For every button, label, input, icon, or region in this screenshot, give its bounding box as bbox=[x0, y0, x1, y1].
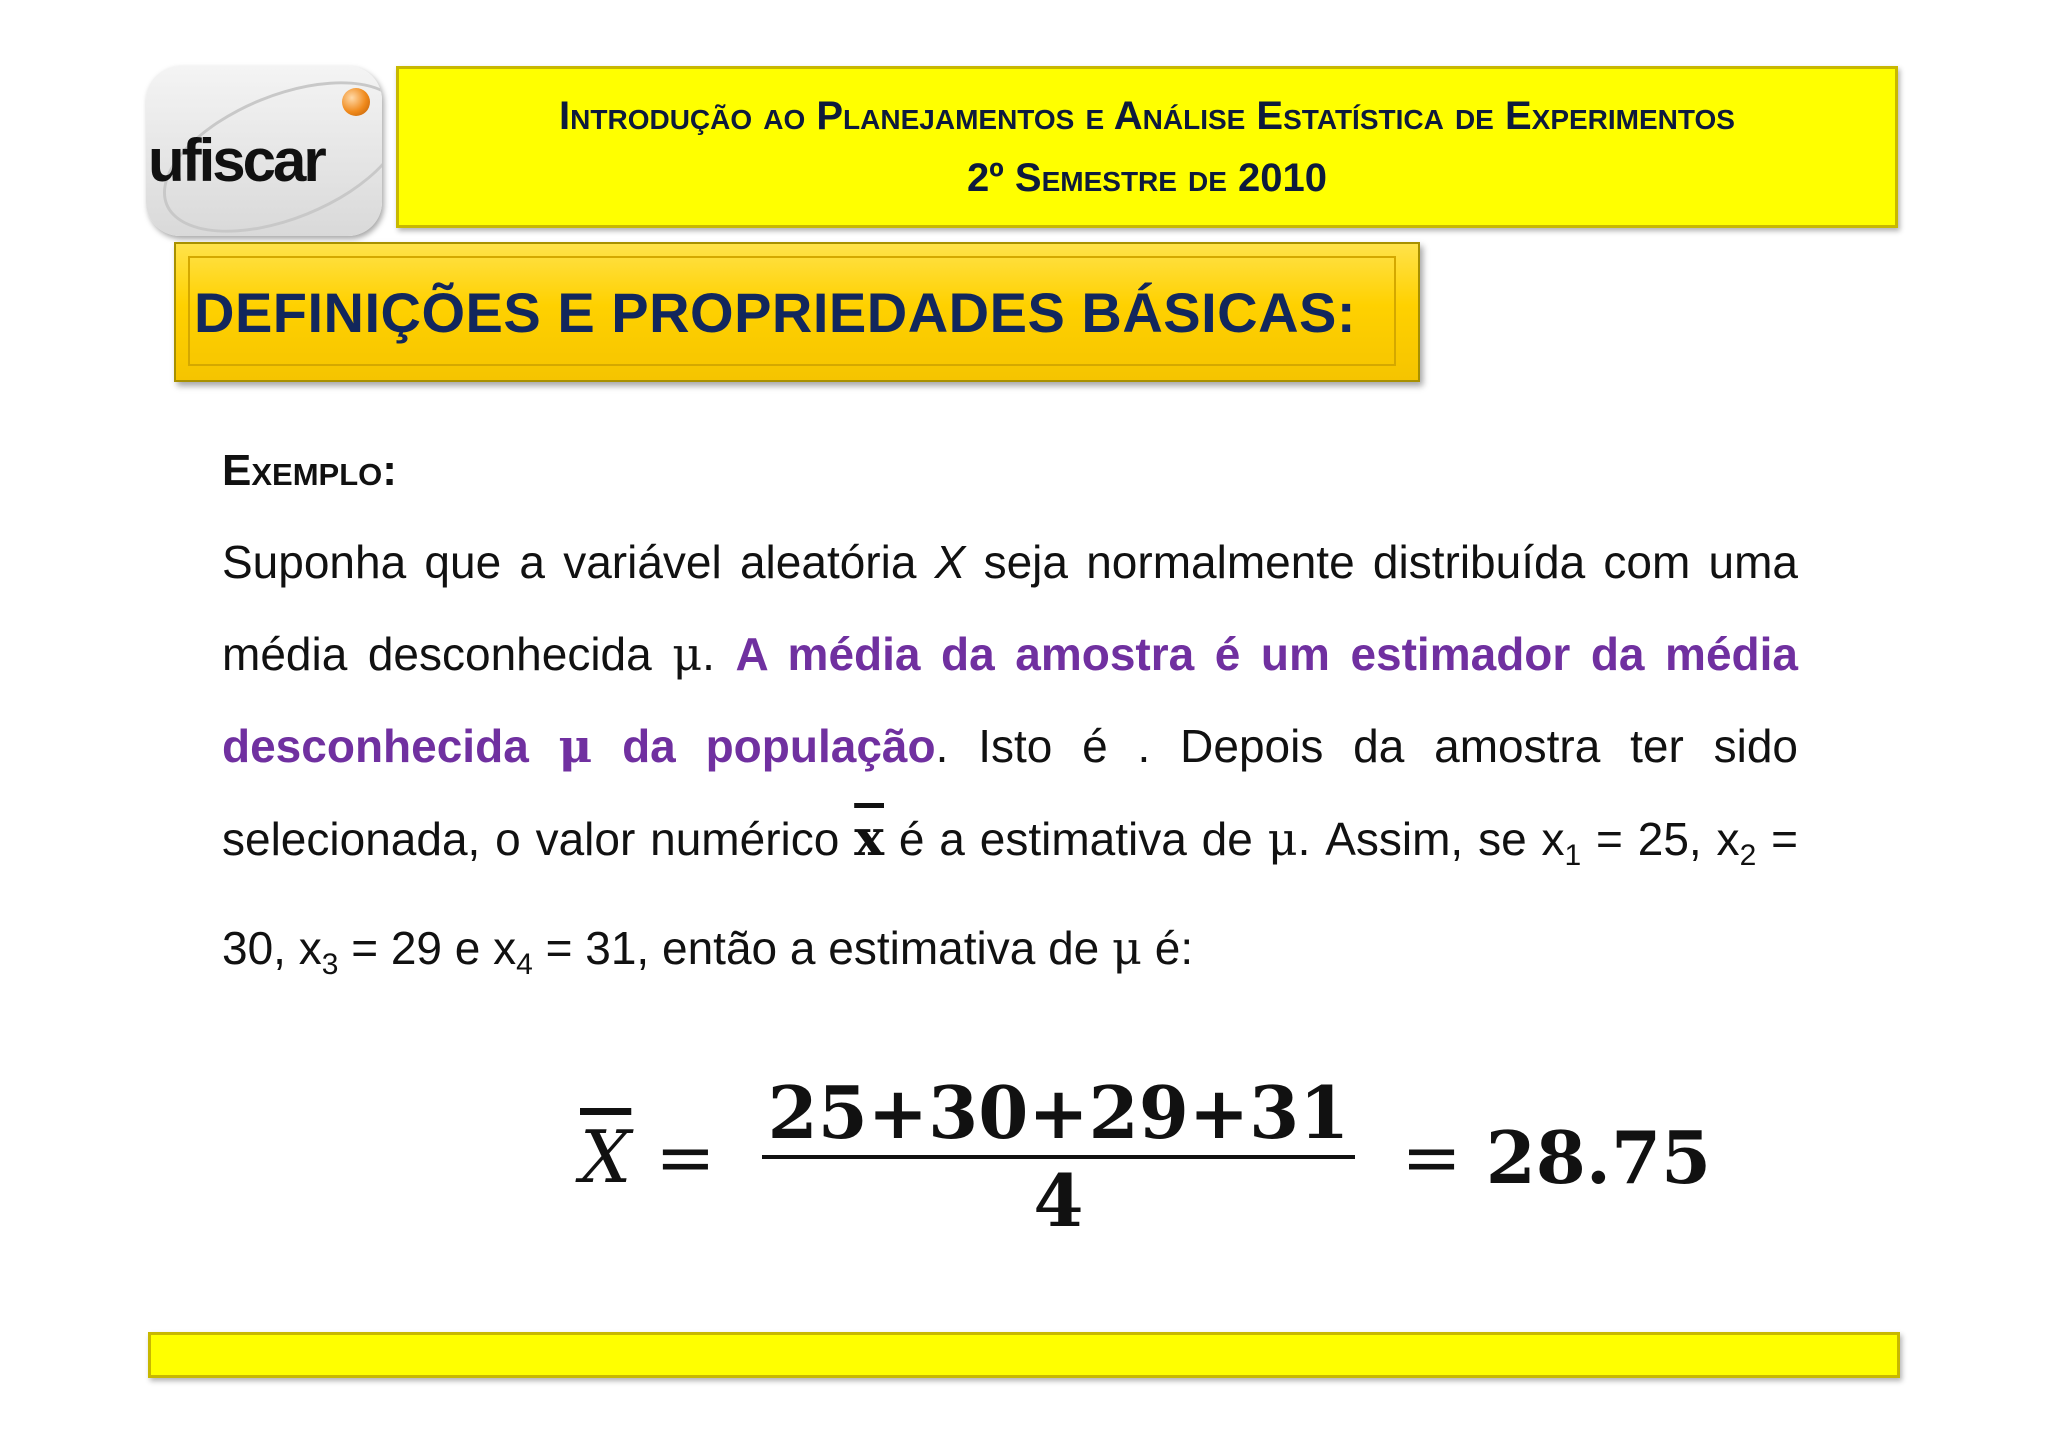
text-segment: = 30, x bbox=[222, 813, 1798, 975]
subscript: 4 bbox=[516, 948, 533, 982]
course-header bbox=[396, 66, 1898, 228]
highlight-text: A média da amostra é um estimador da média desconhecida bbox=[222, 628, 1799, 772]
x-bar-symbol: $\overline{x}$ bbox=[854, 808, 884, 867]
mu-symbol: μ bbox=[1267, 812, 1298, 866]
footer-bar bbox=[148, 1332, 1900, 1378]
example-paragraph bbox=[222, 516, 1798, 1011]
example-label: Exemplo: bbox=[222, 446, 397, 495]
mu-symbol: μ bbox=[672, 627, 703, 681]
text-segment: . bbox=[702, 628, 736, 680]
text-segment: é a estimativa de bbox=[898, 813, 1268, 865]
mean-formula bbox=[580, 1064, 1711, 1250]
text-segment: é: bbox=[1141, 922, 1194, 975]
text-segment: Suponha que a variável aleatória bbox=[222, 536, 935, 588]
logo-orange-dot-icon bbox=[342, 88, 370, 116]
mu-symbol: μ bbox=[1112, 921, 1142, 976]
text-segment: = 25, x bbox=[1581, 813, 1740, 865]
text-segment: . Assim, se x bbox=[1297, 813, 1565, 865]
section-title: DEFINIÇÕES E PROPRIEDADES BÁSICAS: bbox=[194, 281, 1357, 344]
formula-lhs: $\overline{X}$ bbox=[580, 1115, 632, 1199]
formula-result: 28.75 bbox=[1485, 1114, 1712, 1200]
section-title-box bbox=[174, 242, 1420, 382]
slide-content bbox=[222, 446, 1798, 1011]
formula-fraction bbox=[762, 1071, 1356, 1243]
course-title: Introdução ao Planejamentos e Análise Estatística de Experimentos bbox=[559, 94, 1735, 138]
formula-denominator: 4 bbox=[1033, 1158, 1084, 1243]
subscript: 2 bbox=[1739, 839, 1757, 873]
ufscar-logo bbox=[146, 66, 382, 236]
formula-equals: = bbox=[655, 1115, 716, 1199]
text-segment: seja normalmente distribuída com uma média desconhecida bbox=[222, 536, 1799, 680]
semester-label: 2º Semestre de 2010 bbox=[966, 156, 1328, 200]
text-segment: = 29 e x bbox=[338, 922, 517, 975]
formula-equals: = bbox=[1401, 1115, 1462, 1199]
logo-text: ufiscar bbox=[148, 127, 324, 194]
text-segment: . Isto é . Depois da amostra ter sido selecionada, o valor numérico bbox=[222, 720, 1798, 865]
highlight-text: da população bbox=[592, 720, 936, 772]
formula-numerator: 25+30+29+31 bbox=[767, 1070, 1350, 1155]
variable-x: X bbox=[934, 536, 966, 588]
text-segment: = 31, então a estimativa de bbox=[532, 922, 1113, 975]
subscript: 3 bbox=[321, 948, 339, 982]
subscript: 1 bbox=[1564, 839, 1582, 873]
mu-symbol: μ bbox=[558, 719, 593, 773]
